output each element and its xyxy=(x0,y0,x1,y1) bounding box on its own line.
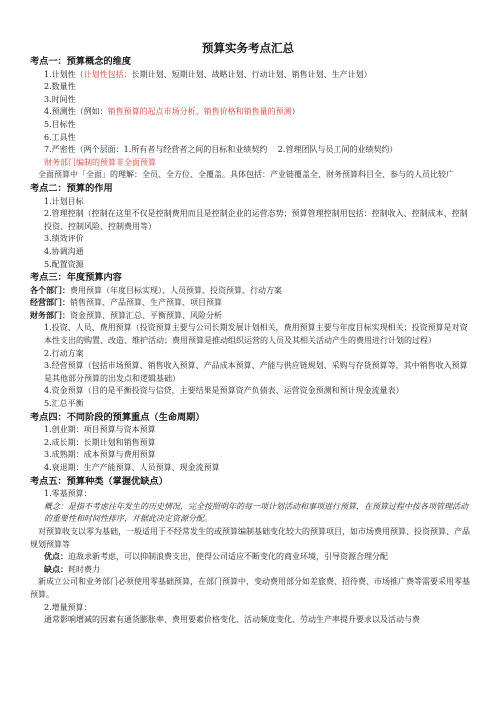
s1-red-note: 财务部门编制的预算非全面预算 xyxy=(44,157,156,167)
s1-item-1 xyxy=(30,69,470,82)
s2-item-1: 1.计划目标 xyxy=(44,196,84,206)
s5-advantages-text: 迫敌求新考虑，可以抑制浪费支出，使得公司适应不断变化的商业环境，引导资源合理分配 xyxy=(68,552,388,562)
s5-advantages-label: 优点： xyxy=(44,552,68,562)
s3-item-2: 2.行动方案 xyxy=(44,348,84,358)
s1-item-4-prefix: 4.预测性（例如： xyxy=(44,107,108,117)
s2-item-3: 3.绩效评价 xyxy=(44,234,84,244)
s1-item-3: 3.时间性 xyxy=(44,94,76,104)
s5-paragraph-3: 通常影响增减的因素有通货膨胀率、费用要素价格变化、活动频度变化、劳动生产率提升要求以及活动与费 xyxy=(44,615,420,625)
s3-dept-3 xyxy=(30,310,470,323)
s3-item-5: 5.汇总平衡 xyxy=(44,399,84,409)
s3-dept-2 xyxy=(30,297,470,310)
s1-item-1-highlight: 计划性包括： xyxy=(83,69,132,79)
section-heading-4: 考点四：不同阶段的预算重点（生命周期） xyxy=(30,411,205,423)
s5-item-2: 2.增量预算： xyxy=(44,602,92,612)
s1-item-4 xyxy=(30,106,470,119)
s1-item-5: 5.目标性 xyxy=(44,119,76,129)
section-heading-3: 考点三：年度预算内容 xyxy=(30,272,122,284)
s3-dept-1-label: 各个部门： xyxy=(30,285,70,295)
s1-item-4-suffix: ） xyxy=(291,107,300,117)
section-heading-5: 考点五：预算种类（掌握优缺点） xyxy=(30,475,168,487)
s5-item-1: 1.零基预算： xyxy=(44,489,92,499)
s4-item-4: 4.衰退期：生产产能预算、人员预算、现金流预算 xyxy=(44,463,220,472)
s3-item-4: 4.资金预算（目的是平衡投资与信贷，主要结果是预算资产负债表、运营资金预测和预计现金流量表） xyxy=(44,386,404,396)
s1-item-1-rest: 长期计划、短期计划、战略计划、行动计划、销售计划、生产计划） xyxy=(131,69,372,79)
s1-paragraph: 全面预算中「全面」的理解：全员、全方位、全覆盖。具体包括：产业链覆盖全、财务预算科目全、参与的人员比较广 xyxy=(38,170,454,180)
document-body xyxy=(30,55,470,627)
s3-dept-3-text: 资金预算、预算汇总、平衡预算、风险分析 xyxy=(70,310,222,320)
s4-item-3: 3.成熟期：成本预算与费用预算 xyxy=(44,450,156,460)
s3-dept-2-label: 经营部门： xyxy=(30,298,70,308)
s5-advantages xyxy=(30,551,470,564)
s1-item-7: 7.严密性（两个层面：1.所有者与经营者之间的目标和业绩契约 2.管理团队与员工间的业绩契约） xyxy=(44,145,398,155)
section-heading-2: 考点二：预算的作用 xyxy=(30,182,113,194)
s2-item-4: 4.协调沟通 xyxy=(44,246,84,256)
s3-item-1: 1.投资、人员、费用预算（投资预算主要与公司长期发展计划相关，费用预算主要与年度目标实现相关；投资预算是对资本性支出的购置、改造、维护活动；费用预算是推动组织运营的人员及其相关活动产生的费用进行计划的过程） xyxy=(44,323,468,346)
s1-item-4-highlight: 销售预算的起点市场分析、销售价格和销售量的预测 xyxy=(107,107,292,117)
s3-dept-1 xyxy=(30,285,470,298)
s4-item-2: 2.成长期：长期计划和销售预算 xyxy=(44,437,156,447)
s3-dept-3-label: 财务部门： xyxy=(30,310,70,320)
s4-item-1: 1.创业期：项目预算与资本预算 xyxy=(44,425,156,435)
s3-item-3: 3.经营预算（包括市场预算、销售收入预算、产品成本预算、产能与供应链规划、采购与存货预算等，其中销售收入预算是其他部分预算的出发点和逻辑基础） xyxy=(44,361,468,383)
s5-concept: 概念：是指不考虑往年发生的历史情况，完全按照明年的每一项计划活动和事项进行预算，在预算过程中按各项管理活动的重要性和时间性排序，并据此决定资源分配。 xyxy=(44,501,468,524)
s1-item-6: 6.工具性 xyxy=(44,132,76,142)
s3-dept-2-text: 销售预算、产品预算、生产预算、项目预算 xyxy=(70,298,222,308)
s5-paragraph: 对预算收支以零为基础，一般适用于不经常发生的或预算编制基础变化较大的预算项目，如市场费用预算、投资预算、产品规划预算等 xyxy=(30,526,470,549)
s2-item-5: 5.配置资源 xyxy=(44,259,84,269)
s5-paragraph-2: 新成立公司和业务部门必须使用零基础预算，在部门预算中，变动费用部分如差旅费、招待费、市场推广费等需要采用零基预算。 xyxy=(30,577,470,599)
s2-item-2: 2.管理控制（控制在这里不仅是控制费用而且是控制企业的运营态势；预算管理控制用包括：控制收入、控制成本、控制投资、控制风险、控制费用等） xyxy=(44,209,468,231)
section-heading-1: 考点一：预算概念的维度 xyxy=(30,56,132,67)
s5-disadvantages-label: 缺点： xyxy=(44,564,68,574)
s1-item-1-prefix: 1.计划性（ xyxy=(44,69,84,79)
document-title: 预算实务考点汇总 xyxy=(202,41,294,55)
s5-disadvantages xyxy=(30,564,470,577)
s1-item-2: 2.数量性 xyxy=(44,82,76,92)
s3-dept-1-text: 费用预算（年度目标实现）、人员预算、投资预算、行动方案 xyxy=(70,285,282,295)
s5-disadvantages-text: 耗时费力 xyxy=(68,564,100,574)
